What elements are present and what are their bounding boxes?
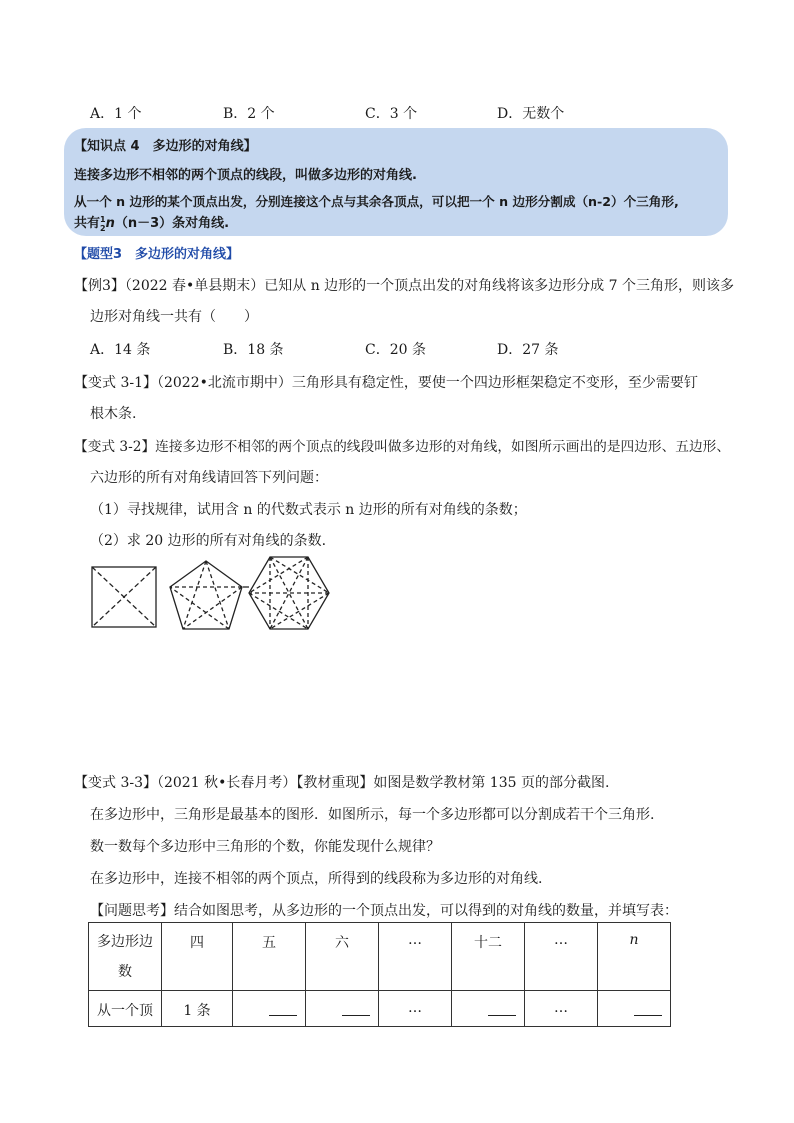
table-cell <box>233 991 306 1027</box>
variant33-p1: 在多边形中，三角形是最基本的图形．如图所示，每一个多边形都可以分割成若干个三角形. <box>90 807 655 823</box>
row-cell: … <box>554 1000 568 1016</box>
knowledge-line3-var: n <box>105 216 115 231</box>
option-b: B．2 个 <box>223 106 275 122</box>
hexagon-figure <box>249 557 329 629</box>
header-label: 多边形边数 <box>97 934 153 980</box>
answer-blank[interactable] <box>342 1001 370 1016</box>
row-cell: 1 条 <box>183 1003 211 1019</box>
variant32-q2: （2）求 20 边形的所有对角线的条数. <box>90 533 327 549</box>
example3-line2: 边形对角线一共有（ ） <box>90 309 258 325</box>
table-row <box>89 991 671 1027</box>
example3-option-c: C．20 条 <box>365 342 426 358</box>
knowledge-line3-post: （n－3）条对角线. <box>114 216 230 231</box>
example3-option-d: D．27 条 <box>497 342 559 358</box>
row-label: 从一个顶 <box>97 1003 153 1019</box>
variant33-p3: 在多边形中，连接不相邻的两个顶点，所得到的线段称为多边形的对角线. <box>90 871 543 887</box>
row-cell: … <box>408 1000 422 1016</box>
variant31-line2: 根木条. <box>90 406 137 422</box>
table-cell <box>162 991 233 1027</box>
table-cell <box>89 923 162 991</box>
diagonals-table <box>88 922 671 1027</box>
square-figure <box>92 567 156 627</box>
example3-option-a: A．14 条 <box>90 342 151 358</box>
table-cell <box>233 923 306 991</box>
header-cell: 四 <box>190 935 204 951</box>
table-cell <box>525 923 598 991</box>
header-cell: n <box>629 932 639 948</box>
table-cell <box>379 923 452 991</box>
table-cell <box>162 923 233 991</box>
table-cell <box>306 923 379 991</box>
table-cell <box>598 991 671 1027</box>
answer-blank[interactable] <box>488 1001 516 1016</box>
example3-option-b: B．18 条 <box>223 342 284 358</box>
variant31-line1: 【变式 3-1】（2022•北流市期中）三角形具有稳定性，要使一个四边形框架稳定不变形，至少需要钉 <box>74 375 698 391</box>
table-cell <box>452 923 525 991</box>
variant33-p2: 数一数每个多边形中三角形的个数，你能发现什么规律？ <box>90 839 440 855</box>
answer-blank[interactable] <box>269 1001 297 1016</box>
header-cell: … <box>408 932 422 948</box>
frac-den: 2 <box>100 223 106 233</box>
table-cell <box>89 991 162 1027</box>
option-c: C．3 个 <box>365 106 418 122</box>
frac-num: 1 <box>100 214 106 224</box>
knowledge-line2: 从一个 n 边形的某个顶点出发，分别连接这个点与其余各顶点，可以把一个 n 边形分割成（n-2）个三角形, <box>74 194 679 209</box>
header-cell: … <box>554 932 568 948</box>
knowledge-title: 【知识点 4 多边形的对角线】 <box>74 139 257 154</box>
header-cell: 六 <box>335 935 349 951</box>
knowledge-line3-pre: 共有 <box>74 216 101 231</box>
variant33-line1: 【变式 3-3】（2021 秋•长春月考）【教材重现】如图是数学教材第 135 页的部分截图. <box>74 775 610 791</box>
table-cell <box>452 991 525 1027</box>
knowledge-line1: 连接多边形不相邻的两个顶点的线段，叫做多边形的对角线. <box>74 168 417 183</box>
variant32-line1: 【变式 3-2】连接多边形不相邻的两个顶点的线段叫做多边形的对角线，如图所示画出的是四边形、五边形、 <box>74 439 731 455</box>
table-cell <box>598 923 671 991</box>
table-row <box>89 923 671 991</box>
pentagon-figure <box>170 561 242 629</box>
answer-blank[interactable] <box>634 1001 662 1016</box>
example3-line1: 【例3】（2022 春•单县期末）已知从 n 边形的一个顶点出发的对角线将该多边形分成 7 个三角形，则该多 <box>74 278 734 294</box>
polygon-diagonals-figure <box>86 555 346 635</box>
header-cell: 五 <box>262 935 276 951</box>
option-a: A．1 个 <box>90 106 142 122</box>
variant32-q1: （1）寻找规律，试用含 n 的代数式表示 n 边形的所有对角线的条数； <box>90 502 527 518</box>
option-d: D．无数个 <box>497 106 565 122</box>
type-heading: 【题型3 多边形的对角线】 <box>74 247 240 262</box>
table-cell <box>306 991 379 1027</box>
table-cell <box>525 991 598 1027</box>
variant33-p4: 【问题思考】结合如图思考，从多边形的一个顶点出发，可以得到的对角线的数量，并填写表： <box>90 903 678 919</box>
table-cell <box>379 991 452 1027</box>
knowledge-line3 <box>74 212 229 233</box>
variant32-line2: 六边形的所有对角线请回答下列问题： <box>90 470 328 486</box>
header-cell: 十二 <box>474 935 502 951</box>
